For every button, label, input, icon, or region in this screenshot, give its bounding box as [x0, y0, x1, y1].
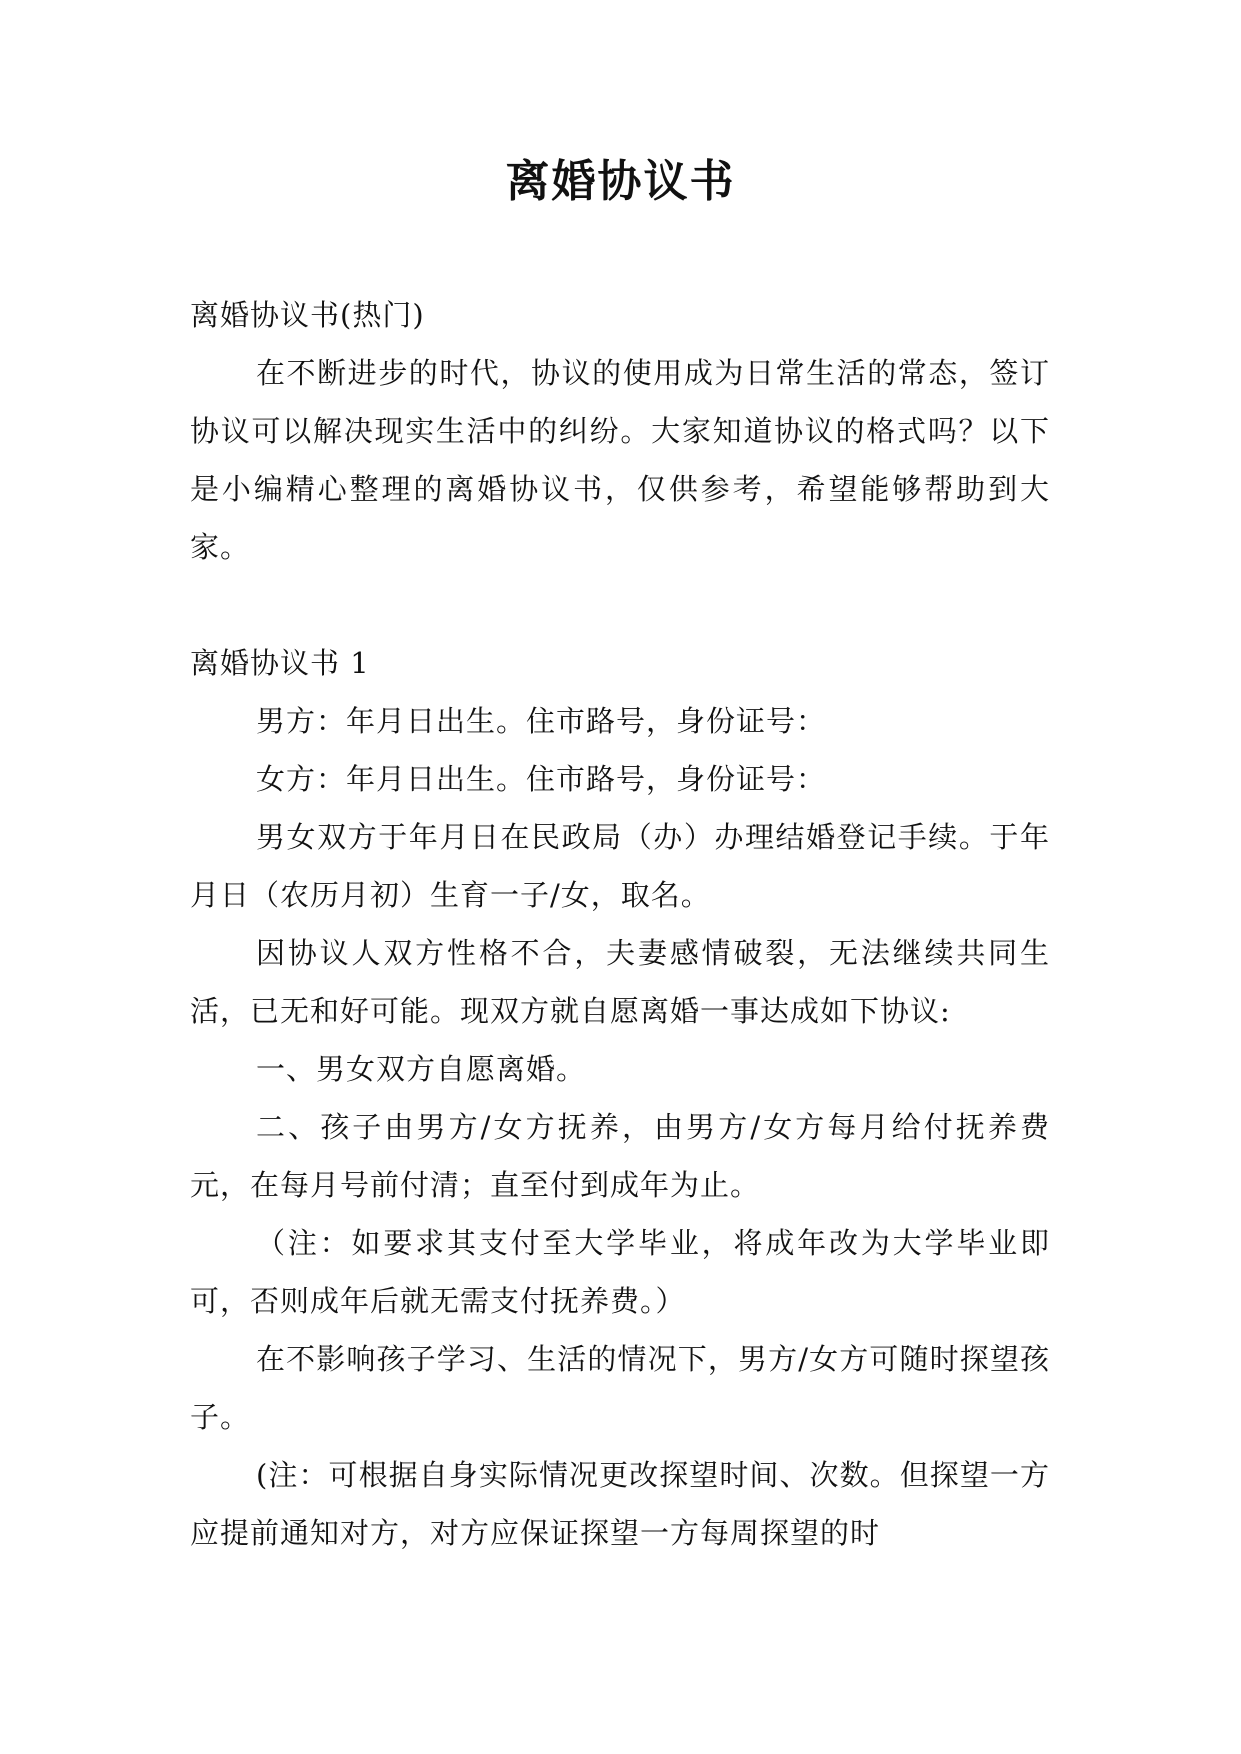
- clause-two: 二、孩子由男方/女方抚养，由男方/女方每月给付抚养费元，在每月号前付清；直至付到成年为止。: [190, 1110, 1050, 1202]
- support-note: （注：如要求其支付至大学毕业，将成年改为大学毕业即可，否则成年后就无需支付抚养费。）: [190, 1226, 1050, 1318]
- female-party-line: 女方：年月日出生。住市路号，身份证号：: [256, 762, 827, 796]
- marriage-registration-paragraph: 男女双方于年月日在民政局（办）办理结婚登记手续。于年月日（农历月初）生育一子/女，取名。: [190, 820, 1050, 912]
- clause-one: 一、男女双方自愿离婚。: [256, 1052, 587, 1086]
- document-body: [190, 286, 1050, 1562]
- male-party-line: 男方：年月日出生。住市路号，身份证号：: [256, 704, 827, 738]
- visitation-note: (注：可根据自身实际情况更改探望时间、次数。但探望一方应提前通知对方，对方应保证探望一方每周探望的时: [190, 1458, 1050, 1550]
- reason-paragraph: 因协议人双方性格不合，夫妻感情破裂，无法继续共同生活，已无和好可能。现双方就自愿离婚一事达成如下协议:: [190, 936, 1050, 1028]
- document-subtitle: 离婚协议书(热门): [190, 298, 425, 332]
- section-heading: 离婚协议书 1: [190, 646, 370, 680]
- intro-paragraph: 在不断进步的时代，协议的使用成为日常生活的常态，签订协议可以解决现实生活中的纠纷。大家知道协议的格式吗？以下是小编精心整理的离婚协议书，仅供参考，希望能够帮助到大家。: [190, 356, 1050, 564]
- visitation-paragraph: 在不影响孩子学习、生活的情况下，男方/女方可随时探望孩子。: [190, 1342, 1050, 1434]
- document-title: 离婚协议书: [505, 156, 736, 207]
- paragraph-spacer: [190, 576, 1050, 634]
